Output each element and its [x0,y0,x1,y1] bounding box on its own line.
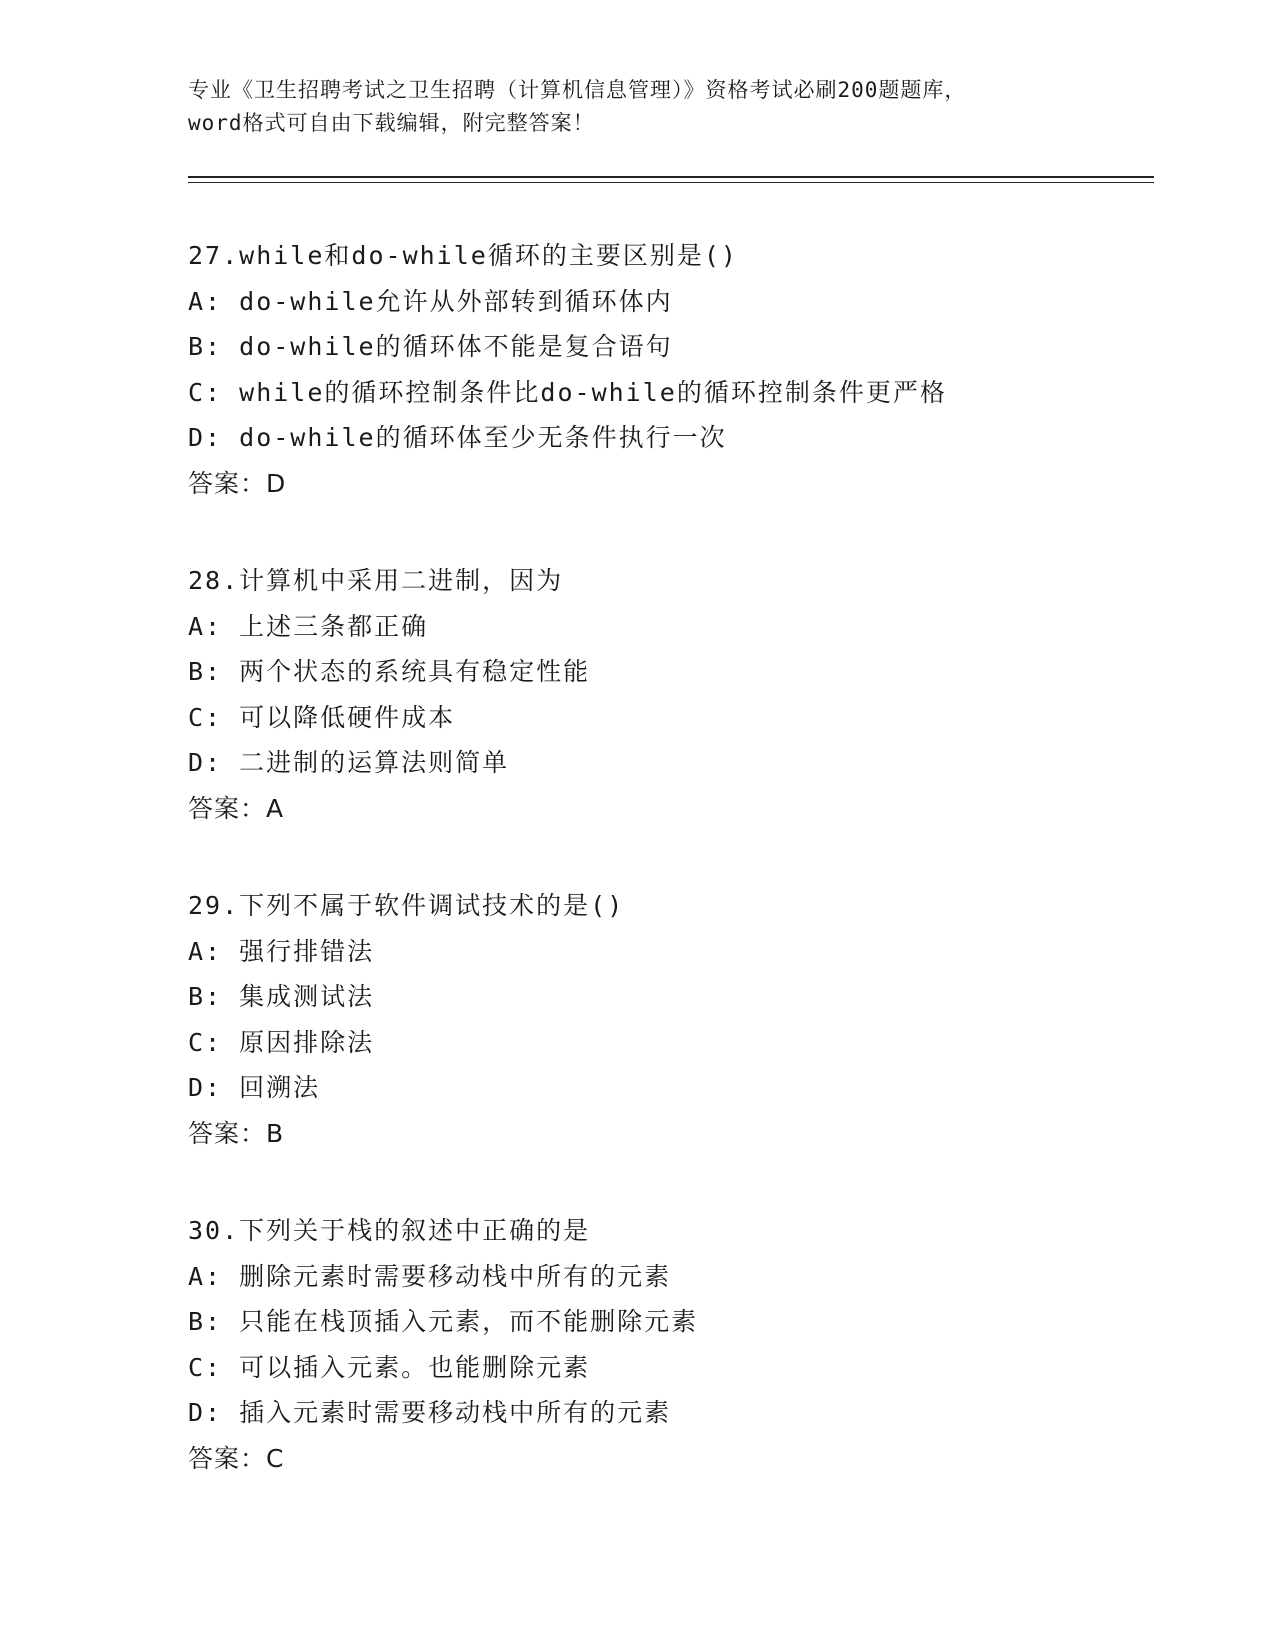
option-d: D: do-while的循环体至少无条件执行一次 [188,423,727,452]
option-c: C: 可以插入元素。也能删除元素 [188,1352,591,1382]
option-b: B: 两个状态的系统具有稳定性能 [188,657,591,686]
option-d: D: 回溯法 [188,1073,321,1102]
option-d: D: 二进制的运算法则简单 [188,748,510,777]
option-a: A: 上述三条都正确 [188,611,429,641]
header-title-line-2: word格式可自由下载编辑，附完整答案！ [188,111,595,135]
header-title-line-1: 专业《卫生招聘考试之卫生招聘（计算机信息管理）》资格考试必刷200题题库， [188,78,967,102]
option-a: A: 删除元素时需要移动栈中所有的元素 [188,1261,672,1291]
question-30 [188,1208,1148,1481]
question-27 [188,233,1148,506]
question-stem: 29.下列不属于软件调试技术的是() [188,891,625,920]
question-29 [188,883,1148,1156]
option-c: C: 原因排除法 [188,1027,375,1057]
option-a: A: 强行排错法 [188,936,375,966]
option-c: C: 可以降低硬件成本 [188,702,456,732]
option-b: B: 只能在栈顶插入元素，而不能删除元素 [188,1307,699,1336]
option-a: A: do-while允许从外部转到循环体内 [188,286,673,316]
option-d: D: 插入元素时需要移动栈中所有的元素 [188,1398,672,1427]
option-c: C: while的循环控制条件比do-while的循环控制条件更严格 [188,377,947,407]
answer-text: 答案：B [188,1118,285,1148]
question-stem: 27.while和do-while循环的主要区别是() [188,241,738,270]
document-header [188,74,1088,140]
question-stem: 30.下列关于栈的叙述中正确的是 [188,1216,591,1245]
question-list [188,233,1148,1533]
answer-text: 答案：C [188,1443,285,1473]
answer-text: 答案：D [188,468,287,498]
question-28 [188,558,1148,831]
question-stem: 28.计算机中采用二进制，因为 [188,566,564,595]
option-b: B: do-while的循环体不能是复合语句 [188,332,673,361]
answer-text: 答案：A [188,793,285,823]
option-b: B: 集成测试法 [188,982,375,1011]
header-divider [188,176,1154,183]
